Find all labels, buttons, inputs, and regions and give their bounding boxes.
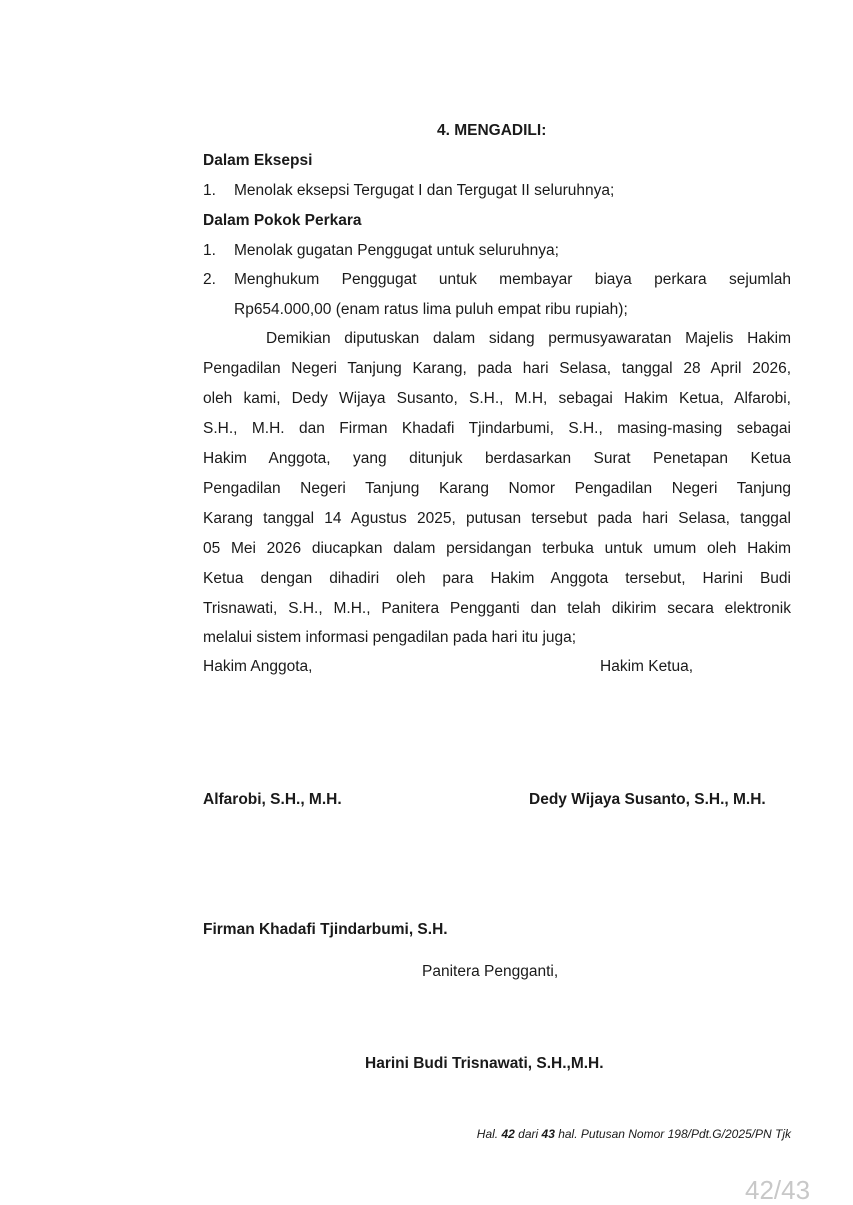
page-indicator: 42/43 [745, 1175, 811, 1205]
signature-anggota-2: Firman Khadafi Tjindarbumi, S.H. [203, 921, 448, 938]
paragraph-line: oleh kami, Dedy Wijaya Susanto, S.H., M.H, sebagai Hakim Ketua, Alfarobi, [203, 390, 791, 407]
footer-total-pages: 43 [541, 1127, 555, 1141]
paragraph-line: Demikian diputuskan dalam sidang permusyawaratan Majelis Hakim [266, 330, 791, 347]
footer-middle: dari [514, 1127, 542, 1141]
paragraph-line: 05 Mei 2026 diucapkan dalam persidangan terbuka untuk umum oleh Hakim [203, 540, 791, 557]
footer-page-number: 42 [501, 1127, 515, 1141]
signature-anggota-1: Alfarobi, S.H., M.H. [203, 791, 342, 808]
paragraph-line: Trisnawati, S.H., M.H., Panitera Pengganti dan telah dikirim secara elektronik [203, 600, 791, 617]
hakim-ketua-label: Hakim Ketua, [600, 658, 694, 675]
footer-suffix: hal. Putusan Nomor 198/Pdt.G/2025/PN Tjk [554, 1127, 791, 1141]
eksepsi-item-text: Menolak eksepsi Tergugat I dan Tergugat II seluruhnya; [234, 182, 615, 199]
pokok-item-2-line-1: Menghukum Penggugat untuk membayar biaya perkara sejumlah [234, 271, 791, 288]
pokok-item-2-number: 2. [203, 271, 216, 288]
paragraph-line: Karang tanggal 14 Agustus 2025, putusan tersebut pada hari Selasa, tanggal [203, 510, 791, 527]
paragraph-line: Hakim Anggota, yang ditunjuk berdasarkan Surat Penetapan Ketua [203, 450, 791, 467]
footer-prefix: Hal. [476, 1127, 502, 1141]
paragraph-line: S.H., M.H. dan Firman Khadafi Tjindarbumi, S.H., masing-masing sebagai [203, 420, 791, 437]
eksepsi-title: Dalam Eksepsi [203, 152, 313, 169]
pokok-title: Dalam Pokok Perkara [203, 212, 362, 229]
paragraph-line-last: melalui sistem informasi pengadilan pada hari itu juga; [203, 629, 577, 646]
paragraph-line: Pengadilan Negeri Tanjung Karang, pada hari Selasa, tanggal 28 April 2026, [203, 360, 791, 377]
paragraph-line: Ketua dengan dihadiri oleh para Hakim Anggota tersebut, Harini Budi [203, 570, 791, 587]
pokok-item-1-text: Menolak gugatan Penggugat untuk seluruhnya; [234, 242, 559, 259]
paragraph-line: Pengadilan Negeri Tanjung Karang Nomor Pengadilan Negeri Tanjung [203, 480, 791, 497]
pokok-item-1-number: 1. [203, 242, 216, 259]
section-heading: 4. MENGADILI: [437, 122, 547, 139]
eksepsi-item-number: 1. [203, 182, 216, 199]
pokok-item-2-line-2: Rp654.000,00 (enam ratus lima puluh empat ribu rupiah); [234, 301, 628, 318]
hakim-anggota-label: Hakim Anggota, [203, 658, 313, 675]
page-footer [477, 1127, 791, 1141]
signature-panitera: Harini Budi Trisnawati, S.H.,M.H. [365, 1055, 604, 1072]
panitera-label: Panitera Pengganti, [422, 963, 559, 980]
signature-ketua: Dedy Wijaya Susanto, S.H., M.H. [529, 791, 766, 808]
